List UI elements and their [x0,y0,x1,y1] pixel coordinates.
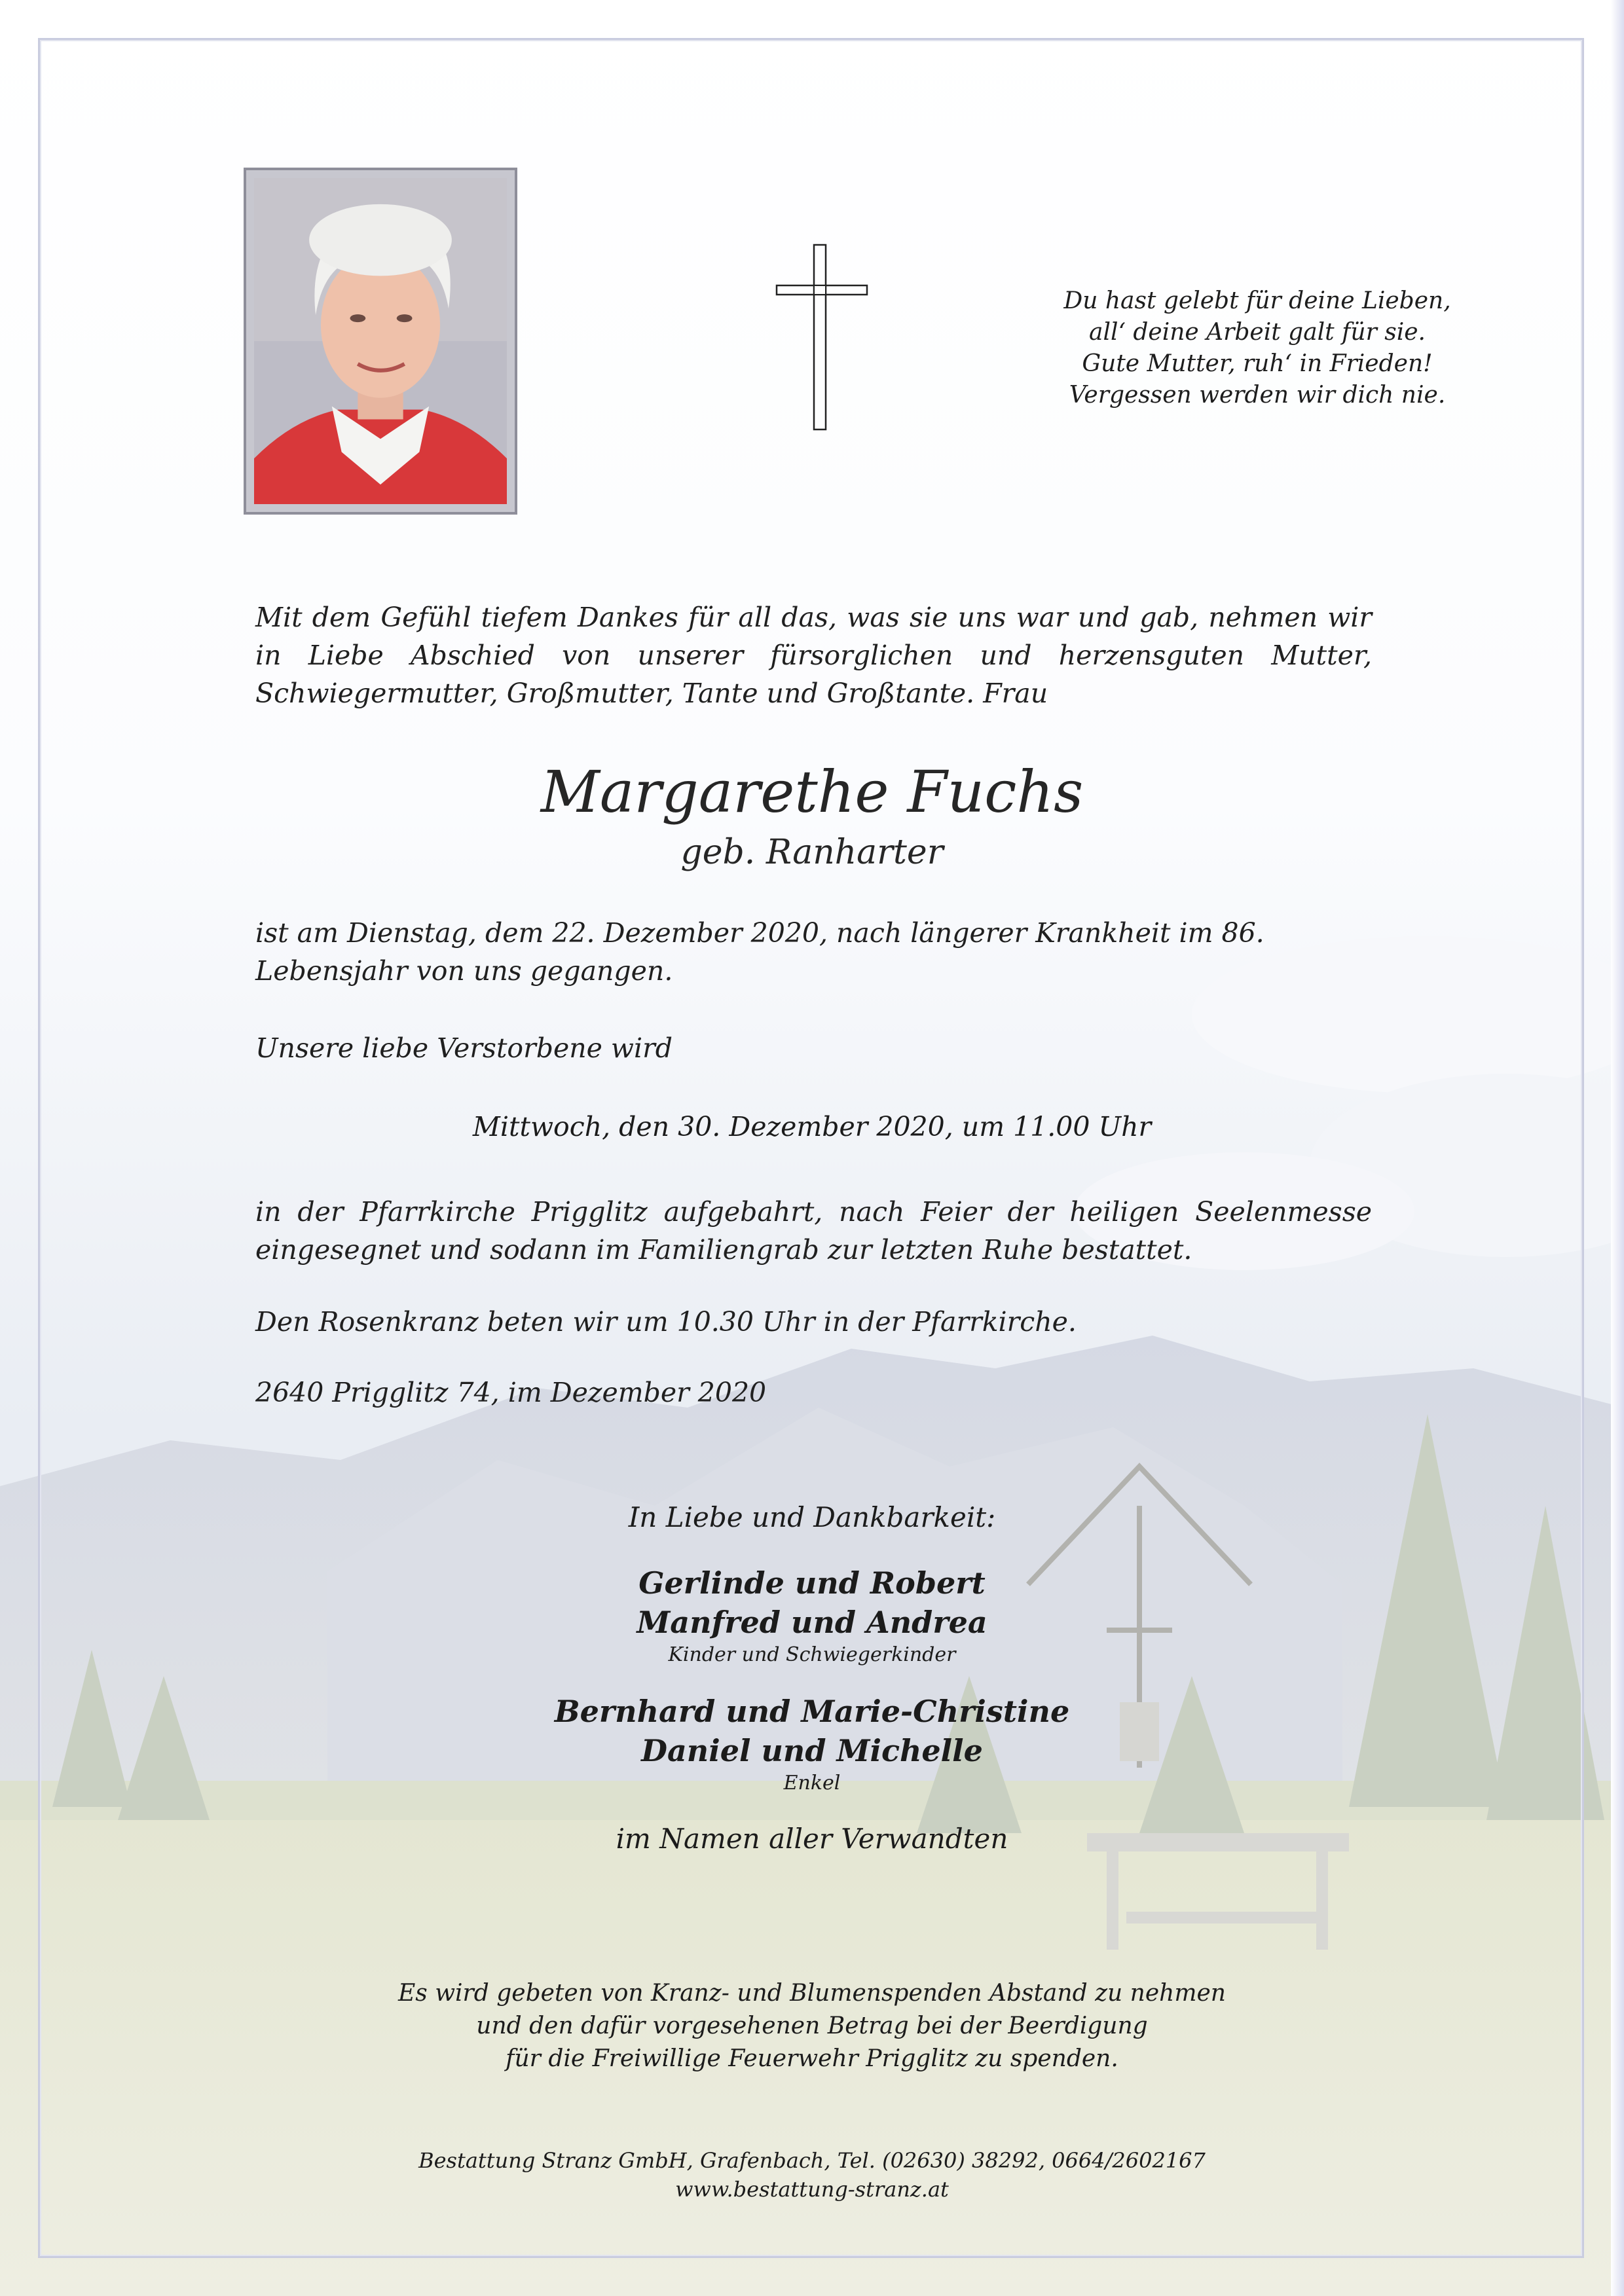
lying-in-state-text: Unsere liebe Verstorbene wird [255,1032,673,1064]
donation-line: und den dafür vorgesehenen Betrag bei der Beerdigung [476,2013,1148,2039]
relation-label: Kinder und Schwiegerkinder [668,1643,956,1666]
mourner-name: Manfred und Andrea [637,1605,987,1640]
intro-paragraph: Mit dem Gefühl tiefem Dankes für all das, was sie uns war und gab, nehmen wir in Liebe Abschied von unserer fürsorglichen und herzensguten Mutter, Schwiegermutter, Großmutter, Tante und Großtante. Frau [255,602,1372,709]
funeral-home-website: www.bestattung-stranz.at [675,2177,949,2202]
page-edge [1611,0,1624,2296]
deceased-name: Margarethe Fuchs [540,758,1084,826]
mourner-name: Bernhard und Marie-Christine [554,1694,1070,1729]
donation-line: Es wird gebeten von Kranz- und Blumenspenden Abstand zu nehmen [398,1980,1226,2007]
portrait-photo [244,168,517,515]
verse-line: all‘ deine Arbeit galt für sie. [1089,319,1426,346]
cross-icon [773,242,871,432]
place-date: 2640 Prigglitz 74, im Dezember 2020 [255,1377,767,1408]
funeral-home-contact: Bestattung Stranz GmbH, Grafenbach, Tel. (02630) 38292, 0664/2602167 [418,2148,1206,2173]
mourner-name: Daniel und Michelle [641,1733,983,1768]
verse-line: Gute Mutter, ruh‘ in Frieden! [1082,350,1433,377]
donation-line: für die Freiwillige Feuerwehr Prigglitz zu spenden. [506,2045,1118,2072]
mourner-name: Gerlinde und Robert [638,1565,986,1601]
relation-label: Enkel [783,1772,841,1795]
memorial-verse [1054,285,1460,411]
verse-line: Du hast gelebt für deine Lieben, [1063,287,1451,314]
relatives-line: im Namen aller Verwandten [616,1823,1008,1855]
maiden-name: geb. Ranharter [680,833,944,872]
funeral-home-footer [0,2146,1624,2204]
rosary-text: Den Rosenkranz beten wir um 10.30 Uhr in der Pfarrkirche. [255,1306,1077,1338]
mourners-heading: In Liebe und Dankbarkeit: [628,1501,996,1533]
ceremony-datetime: Mittwoch, den 30. Dezember 2020, um 11.00 Uhr [472,1111,1152,1142]
donation-request [0,1977,1624,2075]
church-ceremony-text: in der Pfarrkirche Prigglitz aufgebahrt, nach Feier der heiligen Seelenmesse eingesegnet und sodann im Familiengrab zur letzten Ruhe bestattet. [255,1196,1372,1266]
portrait-image [254,178,507,504]
death-notice: ist am Dienstag, dem 22. Dezember 2020, nach längerer Krankheit im 86. Lebensjahr von uns gegangen. [255,917,1264,987]
verse-line: Vergessen werden wir dich nie. [1069,382,1446,409]
